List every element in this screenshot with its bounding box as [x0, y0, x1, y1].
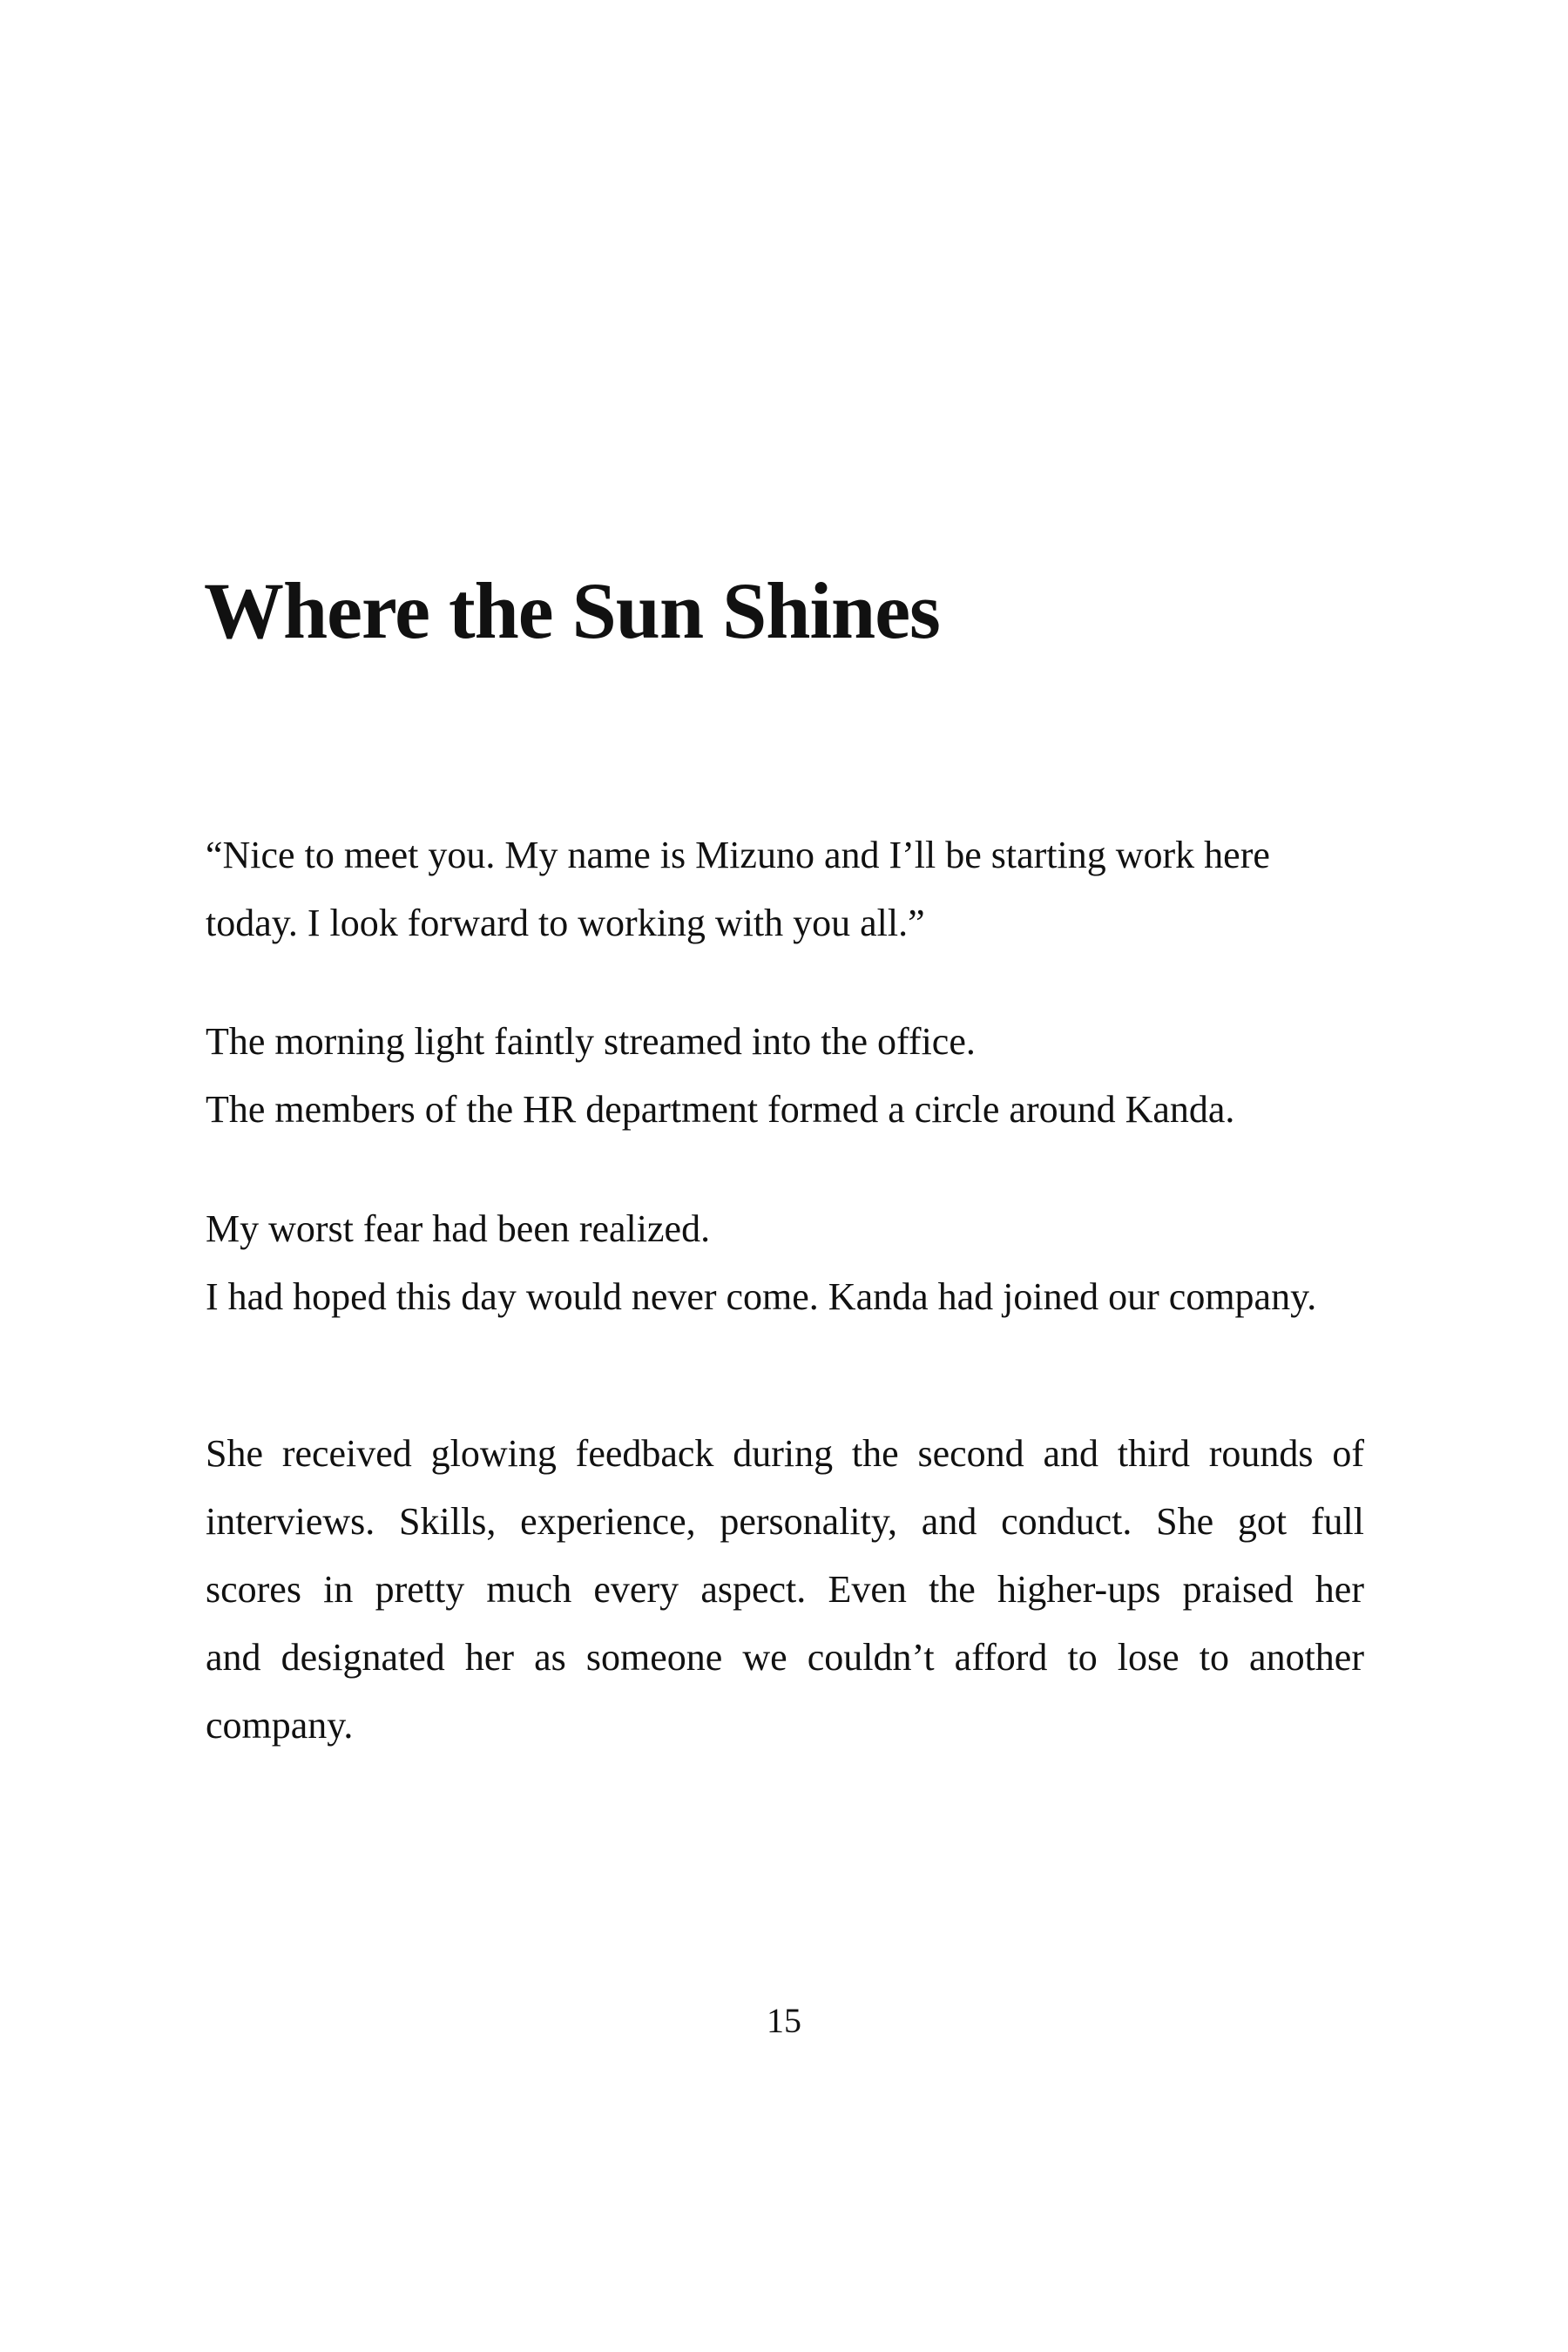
text-line: and designated her as someone we couldn’t afford to lose to another — [206, 1636, 1364, 1679]
text-line: today. I look forward to working with you all.” — [206, 902, 925, 944]
paragraph-interviews — [206, 1420, 1364, 1760]
text-line: My worst fear had been realized. — [206, 1207, 711, 1250]
paragraph-greeting — [206, 821, 1364, 957]
text-line: interviews. Skills, experience, personality, and conduct. She got full — [206, 1500, 1364, 1543]
page-number: 15 — [767, 2001, 801, 2040]
text-line: I had hoped this day would never come. Kanda had joined our company. — [206, 1275, 1317, 1318]
paragraph-fear — [206, 1195, 1364, 1331]
text-line: She received glowing feedback during the second and third rounds of — [206, 1432, 1364, 1475]
chapter-title: Where the Sun Shines — [204, 566, 940, 655]
text-line: The morning light faintly streamed into the office. — [206, 1020, 976, 1063]
text-line: “Nice to meet you. My name is Mizuno and I’ll be starting work here — [206, 834, 1270, 876]
paragraph-office — [206, 1008, 1364, 1144]
text-line: scores in pretty much every aspect. Even the higher-ups praised her — [206, 1568, 1364, 1611]
text-line: The members of the HR department formed a circle around Kanda. — [206, 1088, 1235, 1131]
text-line: company. — [206, 1704, 354, 1747]
